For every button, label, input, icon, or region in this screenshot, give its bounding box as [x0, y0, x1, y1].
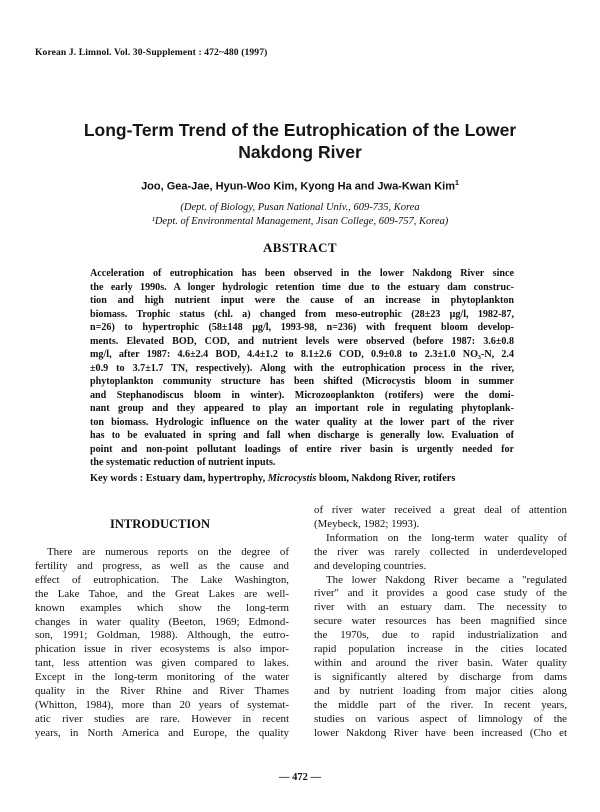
- body-line: atic river studies are rare. However in recent: [35, 712, 289, 725]
- paper-title-line-2: Nakdong River: [238, 142, 362, 162]
- body-line: secure water resources has been magnified since: [314, 615, 567, 628]
- abstract-line: ton biomass. Hydrologic influence on the water quality at the lower part of the river: [90, 416, 514, 428]
- body-line: the 1970s, due to rapid industrialization and: [314, 629, 567, 642]
- keywords-label: Key words :: [90, 473, 146, 484]
- body-line: son, 1991; Goldman, 1988). Although, the eutro-: [35, 629, 289, 642]
- affiliation-line: ¹Dept. of Environmental Management, Jisan College, 609-757, Korea): [151, 215, 449, 227]
- paper-title-line-1: Long-Term Trend of the Eutrophication of the Lower: [83, 120, 517, 140]
- body-line: the river was rarely collected in underdeveloped: [314, 545, 567, 558]
- abstract-line: mg/l, after 1987: 4.6±2.4 BOD, 4.4±1.2 to 8.1±2.6 COD, 0.9±0.8 to 2.3±1.0 NO₃-N, 2.4: [90, 349, 514, 360]
- left-column-text: [35, 546, 289, 741]
- body-line: There are numerous reports on the degree of: [47, 546, 289, 558]
- abstract-line: point and non-point pollutant loadings of entire river basin is urgently needed for: [90, 443, 514, 455]
- abstract-line: has to be evaluated in spring and fall when discharge is generally low. Evaluation of: [90, 430, 514, 441]
- body-line: The lower Nakdong River became a "regulated: [326, 573, 567, 586]
- body-line: Except in the long-term monitoring of the water: [35, 671, 289, 684]
- body-line: Information on the long-term water quality of: [326, 531, 567, 544]
- abstract-line: Acceleration of eutrophication has been observed in the lower Nakdong River since: [90, 268, 514, 279]
- author-affiliation-marker: 1: [455, 180, 459, 187]
- body-line: fertility and progress, as well as the cause and: [35, 559, 289, 572]
- author-list: [60, 180, 540, 193]
- body-line: within and around the river basin. Water quality: [314, 656, 567, 669]
- keywords: [90, 473, 514, 484]
- body-line: years, in North America and Europe, the quality: [35, 726, 289, 739]
- body-line: known examples which show the long-term: [35, 601, 289, 614]
- body-line: the Lake Tahoe, and the Great Lakes are well-: [35, 587, 289, 600]
- keywords-italic-term: Microcystis: [267, 473, 317, 484]
- body-line: changes in water quality (Beeton, 1969; Edmond-: [35, 615, 289, 628]
- body-line: (Meybeck, 1982; 1993).: [314, 517, 420, 530]
- body-line: and by nutrient loading from major cities along: [314, 684, 567, 697]
- body-line: river with an estuary dam. The necessity to: [314, 601, 567, 614]
- abstract-line: ±0.9 to 3.7±1.7 TN, respectively). Along with the eutrophication process in the river,: [90, 362, 514, 374]
- author-names: Joo, Gea-Jae, Hyun-Woo Kim, Kyong Ha and Jwa-Kwan Kim: [141, 180, 456, 193]
- body-line: effect of eutrophication. The Lake Washington,: [35, 573, 289, 586]
- abstract-line: ments. Elevated BOD, COD, and nutrient levels were observed (before 1987: 3.6±0.8: [90, 335, 514, 347]
- abstract-line: nant group and they appeared to play an important role in regulating phytoplank-: [90, 403, 514, 414]
- introduction-heading: INTRODUCTION: [109, 517, 210, 531]
- abstract-body: [90, 267, 514, 470]
- paper-title: [60, 119, 540, 163]
- journal-citation: Korean J. Limnol. Vol. 30-Supplement : 472~480 (1997): [35, 47, 268, 58]
- body-line: tant, less attention was given compared to lakes.: [35, 657, 289, 670]
- body-line: studies on various aspect of limnology of the: [314, 712, 567, 725]
- affiliations: [60, 201, 540, 228]
- abstract-line: and Stephanodiscus bloom in winter). Microzooplankton (rotifers) were the domi-: [90, 389, 514, 401]
- affiliation-line: (Dept. of Biology, Pusan National Univ., 609-735, Korea: [180, 202, 420, 213]
- body-line: rapid population increase in the cities located: [314, 643, 567, 656]
- body-line: of river water received a great deal of attention: [314, 504, 567, 516]
- abstract-line: n=26) to hypertrophic (58±148 μg/l, 1993-98, n=236) with frequent bloom develop-: [90, 322, 514, 333]
- body-line: quality in the River Rhine and River Thames: [35, 685, 289, 698]
- abstract-line: phytoplankton community structure has been shifted (Microcystis bloom in summer: [90, 376, 514, 387]
- abstract-line: biomass. Trophic status (chl. a) changed from meso-eutrophic (28±23 μg/l, 1982-87,: [90, 308, 514, 320]
- body-line: and developing countries.: [314, 559, 427, 572]
- page-number: — 472 —: [279, 772, 321, 783]
- abstract-line: the systematic reduction of nutrient inputs.: [90, 457, 276, 468]
- body-line: lower Nakdong River have been increased (Cho et: [314, 726, 567, 739]
- abstract-heading: ABSTRACT: [263, 240, 337, 255]
- body-line: the middle part of the river. In recent years,: [314, 698, 567, 711]
- body-line: phication issue in river ecosystems is also impor-: [35, 643, 289, 656]
- body-line: river" and it provides a good case study of the: [314, 587, 567, 600]
- abstract-line: tion and high nutrient input were the cause of an increase in phytoplankton: [90, 295, 514, 306]
- abstract-line: the early 1990s. A longer hydrologic retention time due to the estuary dam construc-: [90, 281, 514, 293]
- keywords-text-end: bloom, Nakdong River, rotifers: [316, 473, 456, 484]
- body-line: (Whitton, 1984), more than 20 years of systemat-: [35, 698, 289, 711]
- body-line: is significantly altered by discharge from dams: [314, 670, 567, 683]
- keywords-text: Estuary dam, hypertrophy,: [145, 473, 268, 484]
- right-column-text: [314, 504, 567, 740]
